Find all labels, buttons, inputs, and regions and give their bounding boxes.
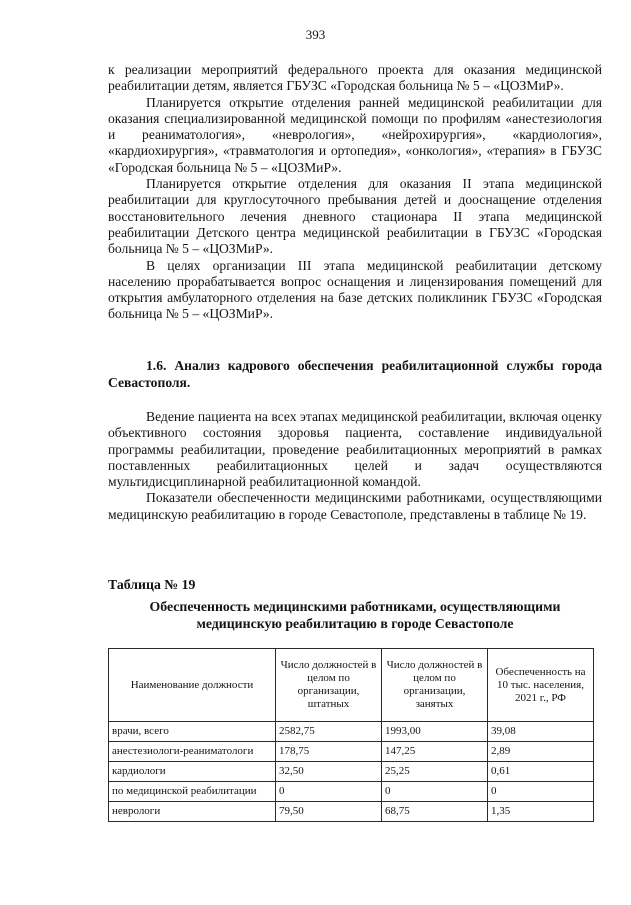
column-header: Обеспеченность на 10 тыс. населения, 2021 г., РФ	[488, 649, 594, 722]
table-cell: 1,35	[488, 802, 594, 822]
page-number: 393	[305, 27, 326, 42]
table-row	[109, 802, 594, 822]
table-row	[109, 762, 594, 782]
table-cell: анестезиологи-реаниматологи	[109, 742, 276, 762]
table-cell: 79,50	[276, 802, 382, 822]
table-cell: кардиологи	[109, 762, 276, 782]
intro-text	[108, 62, 602, 323]
paragraph: Планируется открытие отделения для оказания II этапа медицинской реабилитации для круглосуточного пребывания детей и дооснащение отделения восстановительного лечения дневного стационара II этапа медицинской реабилитации Детского центра медицинской реабилитации в ГБУЗС «Городская больница № 5 – «ЦОЗМиР».	[108, 176, 602, 257]
paragraph: Планируется открытие отделения ранней медицинской реабилитации для оказания специализированной медицинской помощи по профилям «анестезиология и реаниматология», «неврология», «нейрохирургия», «кардиология», «кардиохирургия», «травматология и ортопедия», «онкология», «терапия» в ГБУЗС «Городская больница № 5 – «ЦОЗМиР».	[108, 94, 602, 175]
table-cell: 1993,00	[382, 722, 488, 742]
paragraph: В целях организации III этапа медицинской реабилитации детскому населению прорабатывается вопрос оснащения и лицензирования помещений для открытия амбулаторного отделения на базе детских поликлиник ГБУЗС «Городская больница № 5 – «ЦОЗМиР».	[108, 257, 602, 322]
table-header-row	[109, 649, 594, 722]
table-cell: 32,50	[276, 762, 382, 782]
column-header: Число должностей в целом по организации, штатных	[276, 649, 382, 722]
table-cell: 39,08	[488, 722, 594, 742]
table-cell: врачи, всего	[109, 722, 276, 742]
table-cell: 25,25	[382, 762, 488, 782]
table-cell: по медицинской реабилитации	[109, 782, 276, 802]
paragraph: Показатели обеспеченности медицинскими работниками, осуществляющими медицинскую реабилитацию в городе Севастополе, представлены в таблице № 19.	[108, 490, 602, 522]
table-cell: неврологи	[109, 802, 276, 822]
staffing-table	[108, 648, 594, 822]
paragraph: к реализации мероприятий федерального проекта для оказания медицинской реабилитации детям, является ГБУЗС «Городская больница № 5 – «ЦОЗМиР».	[108, 62, 602, 94]
table-cell: 2,89	[488, 742, 594, 762]
table-cell: 0	[276, 782, 382, 802]
table-cell: 0,61	[488, 762, 594, 782]
table-label: Таблица № 19	[108, 577, 196, 592]
table-caption: Обеспеченность медицинскими работниками, осуществляющими медицинскую реабилитацию в городе Севастополе	[149, 599, 561, 631]
table-cell: 178,75	[276, 742, 382, 762]
table-row	[109, 722, 594, 742]
table-row	[109, 782, 594, 802]
table-cell: 68,75	[382, 802, 488, 822]
column-header: Наименование должности	[109, 649, 276, 722]
table-cell: 2582,75	[276, 722, 382, 742]
column-header: Число должностей в целом по организации, занятых	[382, 649, 488, 722]
table-cell: 147,25	[382, 742, 488, 762]
table-cell: 0	[488, 782, 594, 802]
table-cell: 0	[382, 782, 488, 802]
paragraph: Ведение пациента на всех этапах медицинской реабилитации, включая оценку объективного состояния здоровья пациента, составление индивидуальной программы реабилитации, проведение реабилитационных мероприятий в рамках поставленных реабилитационных целей и задач осуществляются мультидисциплинарной реабилитационной командой.	[108, 409, 602, 490]
section-text	[108, 409, 602, 523]
section-title: 1.6. Анализ кадрового обеспечения реабилитационной службы города Севастополя.	[108, 358, 602, 390]
table-row	[109, 742, 594, 762]
